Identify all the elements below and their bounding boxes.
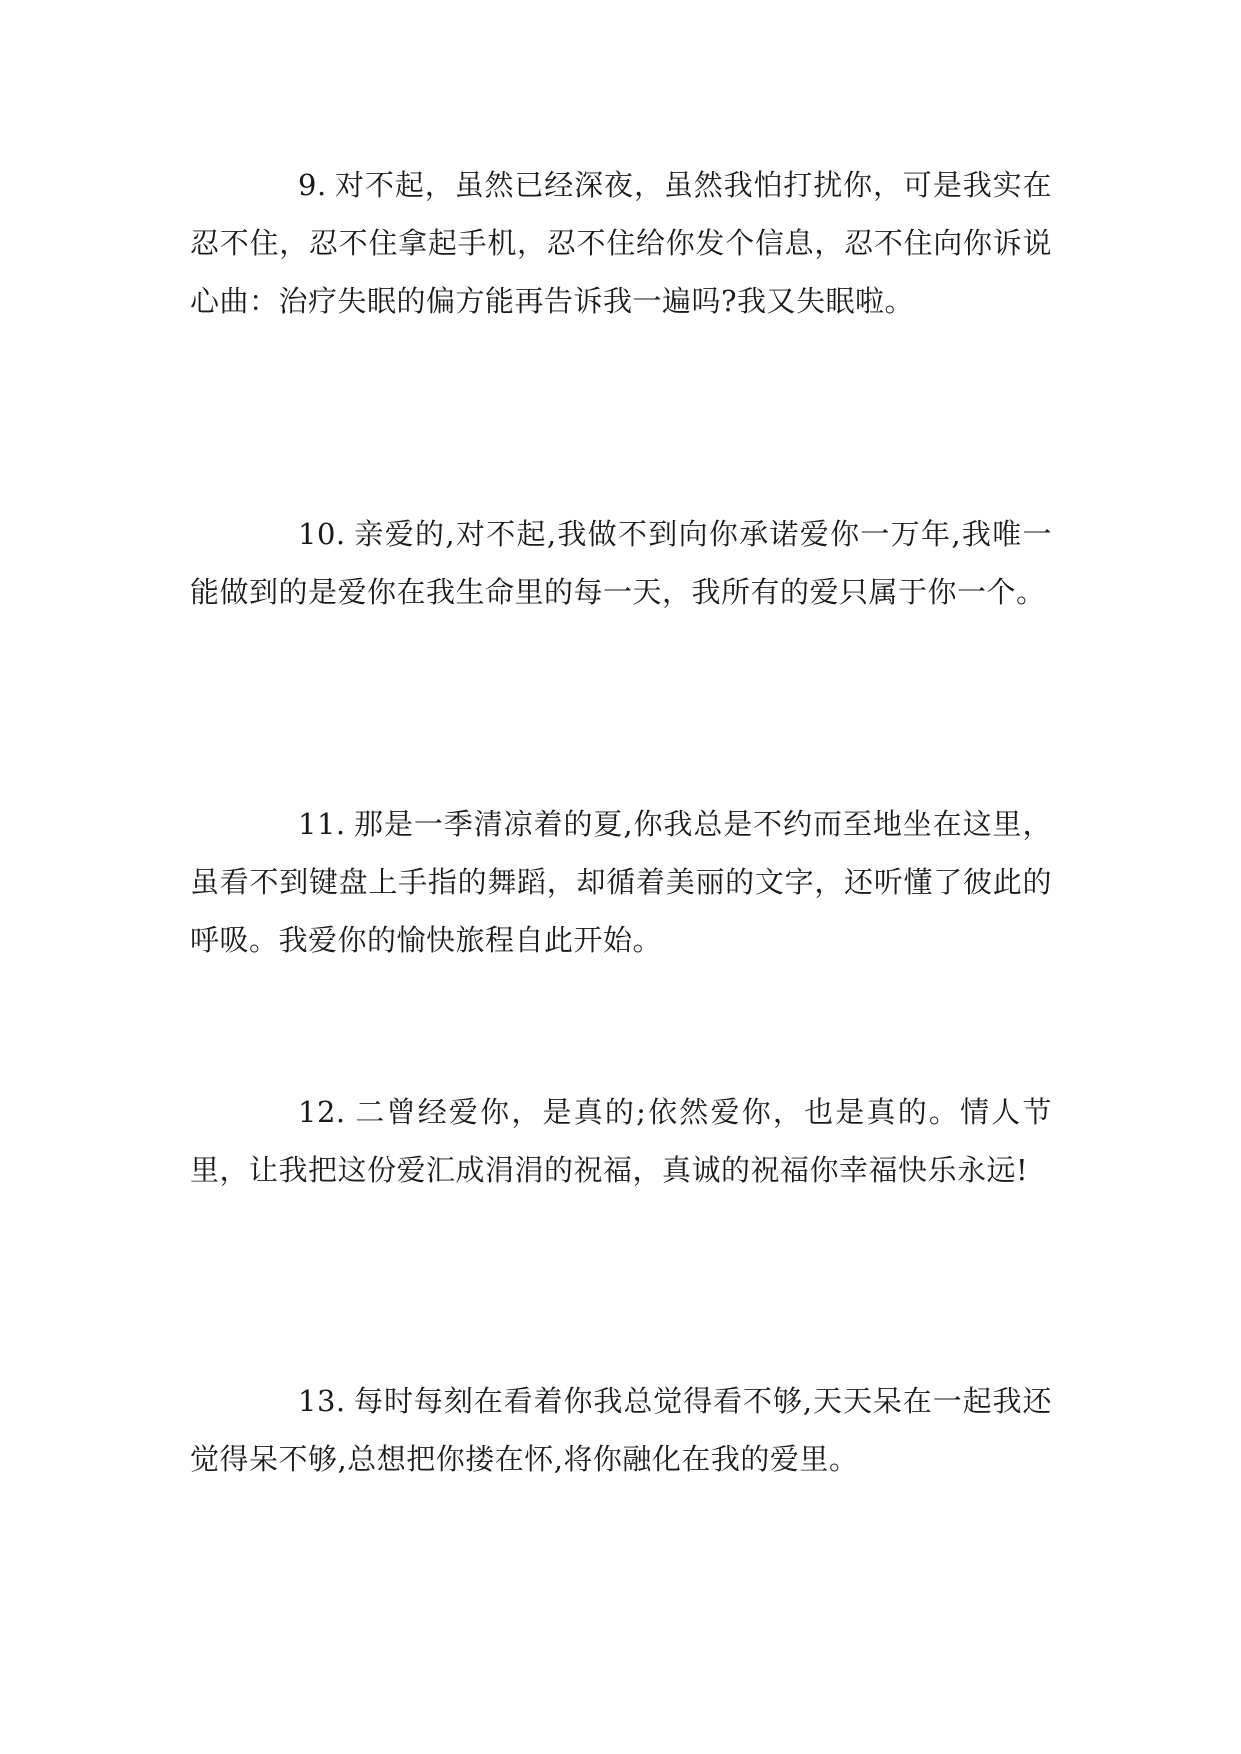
list-item — [190, 795, 1052, 969]
item-text: 二曾经爱你，是真的;依然爱你，也是真的。情人节里，让我把这份爱汇成涓涓的祝福，真诚的祝福你幸福快乐永远! — [190, 1095, 1052, 1187]
item-text: 那是一季清凉着的夏,你我总是不约而至地坐在这里，虽看不到键盘上手指的舞蹈，却循着美丽的文字，还听懂了彼此的呼吸。我爱你的愉快旅程自此开始。 — [190, 807, 1052, 957]
item-text: 亲爱的,对不起,我做不到向你承诺爱你一万年,我唯一能做到的是爱你在我生命里的每一天，我所有的爱只属于你一个。 — [190, 517, 1052, 609]
item-number: 11. — [298, 807, 346, 841]
item-number: 9. — [298, 168, 327, 202]
list-item — [190, 156, 1052, 330]
list-item — [190, 505, 1052, 621]
item-number: 10. — [298, 517, 346, 551]
item-number: 12. — [298, 1095, 346, 1129]
item-number: 13. — [298, 1384, 346, 1418]
item-text: 每时每刻在看着你我总觉得看不够,天天呆在一起我还觉得呆不够,总想把你搂在怀,将你融化在我的爱里。 — [190, 1384, 1052, 1476]
list-item — [190, 1083, 1052, 1199]
item-text: 对不起，虽然已经深夜，虽然我怕打扰你，可是我实在忍不住，忍不住拿起手机，忍不住给你发个信息，忍不住向你诉说心曲：治疗失眠的偏方能再告诉我一遍吗?我又失眠啦。 — [190, 168, 1052, 318]
list-item — [190, 1372, 1052, 1488]
